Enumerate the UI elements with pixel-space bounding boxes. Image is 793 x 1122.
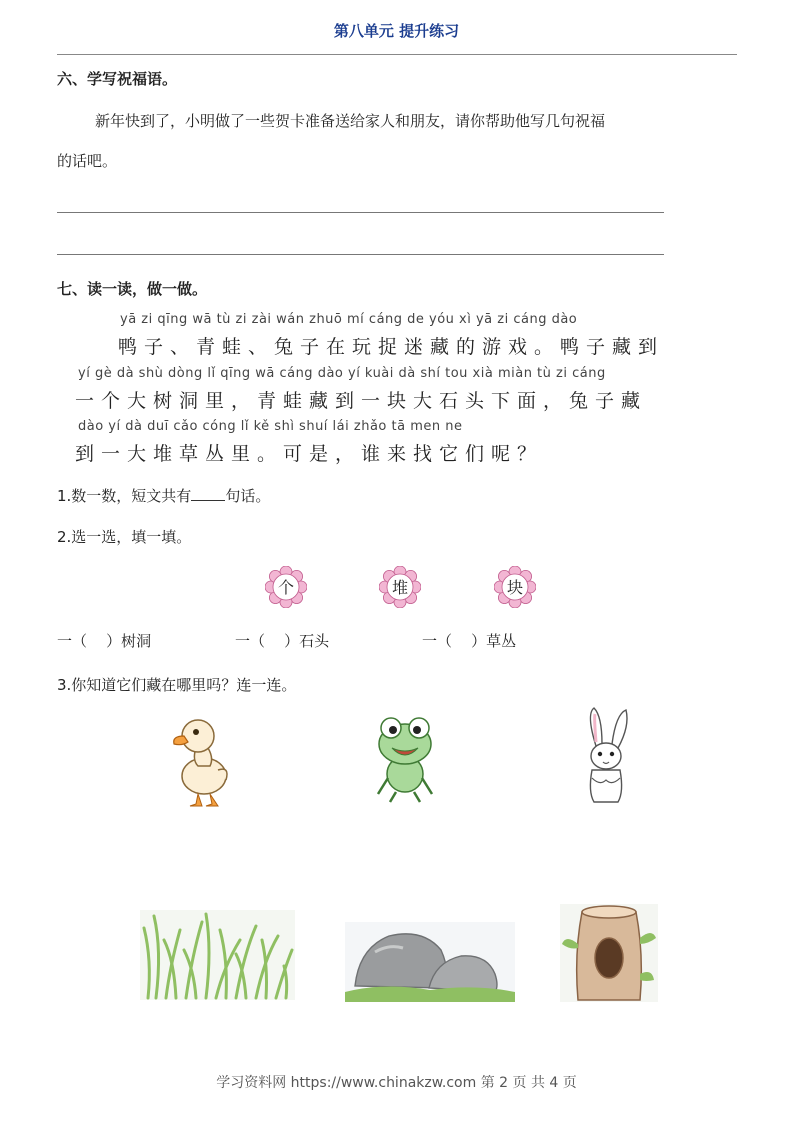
section7-title: 七、读一读，做一做。 xyxy=(57,280,208,298)
fill-item-shitou[interactable]: 一（ ）石头 xyxy=(235,632,330,650)
grass-icon xyxy=(140,910,295,1000)
question-1 xyxy=(57,485,270,506)
reading-pinyin-1: yā zi qīng wā tù zi zài wán zhuō mí cáng de yóu xì yā zi cáng dào xyxy=(120,312,578,327)
choice-ge-text: 个 xyxy=(277,578,295,597)
rabbit-image[interactable] xyxy=(578,706,634,806)
reading-hanzi-3: 到一大堆草丛里。可是，谁来找它们呢？ xyxy=(75,443,544,465)
fill-item-caocong[interactable]: 一（ ）草丛 xyxy=(422,632,517,650)
choice-kuai-text: 块 xyxy=(506,578,524,597)
duck-image[interactable] xyxy=(168,708,234,808)
rabbit-icon xyxy=(578,706,634,806)
page-header-title: 第八单元 提升练习 xyxy=(333,22,460,40)
choice-dui-text: 堆 xyxy=(391,578,409,597)
reading-pinyin-2: yí gè dà shù dòng lǐ qīng wā cáng dào yí kuài dà shí tou xià miàn tù zi cáng xyxy=(78,366,606,381)
section6-para-line1: 新年快到了，小明做了一些贺卡准备送给家人和朋友，请你帮助他写几句祝福 xyxy=(95,112,606,130)
flower-badge-icon xyxy=(494,566,536,608)
choice-flower-dui[interactable] xyxy=(379,566,421,608)
q1-text-after: 句话。 xyxy=(225,487,271,505)
page-footer: 学习资料网 https://www.chinakzw.com 第 2 页 共 4 页 xyxy=(216,1075,577,1091)
tree-hole-icon xyxy=(560,904,658,1002)
q1-text-before: 1.数一数，短文共有 xyxy=(57,487,192,505)
reading-hanzi-1: 鸭子、青蛙、兔子在玩捉迷藏的游戏。鸭子藏到 xyxy=(118,336,665,358)
section6-title: 六、学写祝福语。 xyxy=(57,70,178,88)
rock-icon xyxy=(345,922,515,1002)
fill-item-shudong[interactable]: 一（ ）树洞 xyxy=(57,632,152,650)
header-divider xyxy=(57,54,737,55)
choice-flower-ge[interactable] xyxy=(265,566,307,608)
reading-hanzi-2: 一个大树洞里，青蛙藏到一块大石头下面，兔子藏 xyxy=(75,390,648,412)
q1-answer-blank[interactable] xyxy=(191,486,225,501)
flower-badge-icon xyxy=(265,566,307,608)
section6-para-line2: 的话吧。 xyxy=(57,152,118,170)
question-3: 3.你知道它们藏在哪里吗？连一连。 xyxy=(57,676,297,694)
reading-pinyin-3: dào yí dà duī cǎo cóng lǐ kě shì shuí lái zhǎo tā men ne xyxy=(78,419,463,434)
grass-image[interactable] xyxy=(140,910,295,1000)
frog-image[interactable] xyxy=(374,712,436,804)
frog-icon xyxy=(374,712,436,804)
writing-line-2[interactable] xyxy=(57,254,664,255)
flower-badge-icon xyxy=(379,566,421,608)
question-2: 2.选一选，填一填。 xyxy=(57,528,192,546)
tree-hole-image[interactable] xyxy=(560,904,658,1002)
writing-line-1[interactable] xyxy=(57,212,664,213)
choice-flower-kuai[interactable] xyxy=(494,566,536,608)
duck-icon xyxy=(168,708,234,808)
rock-image[interactable] xyxy=(345,922,515,1002)
